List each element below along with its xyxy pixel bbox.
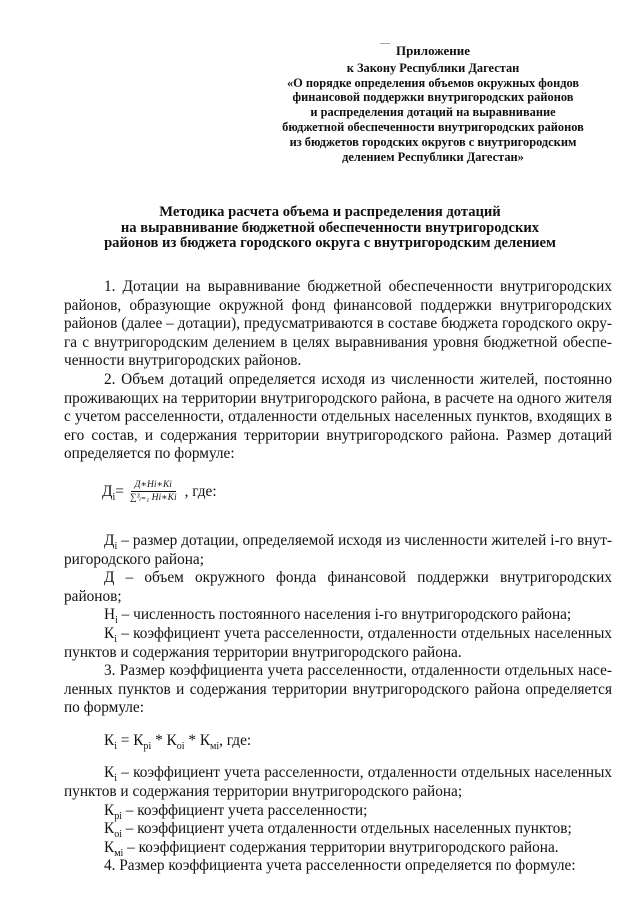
paragraph-3 [64,662,612,681]
formula-tail: , где: [184,482,217,500]
paragraph-3-cont [64,681,612,718]
appendix-line: финансовой поддержки внутригородских районов [292,90,574,105]
formula-numerator: Д∗Hi∗Ki [131,480,176,492]
document-title [70,205,590,252]
definition-item: $К_{оi}$ – коэффициент учета отдаленности отдельных населенных пунктов; [104,820,572,841]
definition-item: $К_{мi}$ – коэффициент содержания территории внутригородского района. [104,838,559,859]
definition-item: $К_{рi}$ – коэффициент учета расселенности; [104,801,368,822]
text-line: 1. Дотации на выравнивание бюджетной обеспеченности внутригородских [104,278,612,295]
appendix-line: из бюджетов городских округов с внутригородским [289,134,577,149]
formula-coefficient: $К_i = К_{рi} * К_{оi} * К_{мi}$, где: [104,731,252,752]
text-line: с учетом расселенности, отдаленности отдельных населенных пунктов, входящих в [64,408,612,426]
text-line: 2. Объем дотаций определяется исходя из численности жителей, постоянно [104,370,612,388]
definition-cont: ригородского района; [64,550,204,568]
text-line: ленных пунктов и содержания территории внутригородского района определяется [64,680,612,698]
text-line: определяется по формуле: [64,445,235,463]
definition-item: $Н_i$ – численность постоянного населения i-го внутригородского района; [104,606,572,627]
text-line: 4. Размер коэффициента учета расселенности определяется по формуле: [104,857,576,875]
appendix-line: «О порядке определения объемов окружных фондов [286,75,580,90]
paragraph-2-cont [64,390,612,464]
paragraph-1-cont [64,297,612,371]
text-line: проживающих на территории внутригородского района, в расчете на одного жителя [64,389,612,407]
formula-fraction [128,480,179,504]
appendix-title: Приложение [395,43,471,58]
definition-item: Д – объем окружного фонда финансовой поддержки внутригородских [104,569,612,587]
definition-item: $К_i$ – коэффициент учета расселенности, отдаленности отдельных населенных [104,624,612,645]
text-line: га с внутригородским делением в целях выравнивания уровня бюджетной обеспе- [64,333,612,351]
formula-subsidy [102,470,612,514]
definition-cont: пунктов и содержания территории внутригородского района; [64,783,463,801]
paragraph-2 [64,371,612,390]
paragraph-4 [64,857,612,876]
definition-cont: пунктов и содержания территории внутригородского района. [64,643,462,661]
appendix-header [268,44,598,164]
text-line: 3. Размер коэффициента учета расселенности, отдаленности отдельных насе- [104,662,612,680]
text-line: его состав, и содержания территории внутригородского района. Размер дотаций [64,426,612,444]
formula-eq: = [115,482,124,500]
appendix-line: к Закону Республики Дагестан [346,60,520,75]
appendix-line: и распределения дотаций на выравнивание [310,105,556,120]
text-line: районов (далее – дотации), предусматриваются в составе бюджета городского окру- [64,315,612,333]
document-body [64,278,612,876]
definition-item: $К_i$ – коэффициент учета расселенности, отдаленности отдельных населенных [104,764,612,785]
text-line: по формуле: [64,699,144,717]
title-line: районов из бюджета городского округа с внутригородским делением [104,235,556,252]
scan-mark: — [380,38,390,49]
paragraph-1 [64,278,612,297]
text-line: ченности внутригородских районов. [64,352,302,370]
title-line: Методика расчета объема и распределения дотаций [159,204,501,220]
appendix-line: бюджетной обеспеченности внутригородских районов [282,119,584,134]
formula-denominator: ∑³ᵢ₌₁ Hi∗Ki [129,492,177,503]
title-line: на выравнивание бюджетной обеспеченности внутригородских [120,219,540,236]
formula-lhs: $Д_i$ [102,482,116,503]
definition-item: $Д_i$ – размер дотации, определяемой исходя из численности жителей i-го внут- [104,531,612,552]
definition-cont: районов; [64,587,122,605]
appendix-line: делением Республики Дагестан» [342,149,524,164]
text-line: районов, образующие окружной фонд финансовой поддержки внутригородских [64,296,612,314]
